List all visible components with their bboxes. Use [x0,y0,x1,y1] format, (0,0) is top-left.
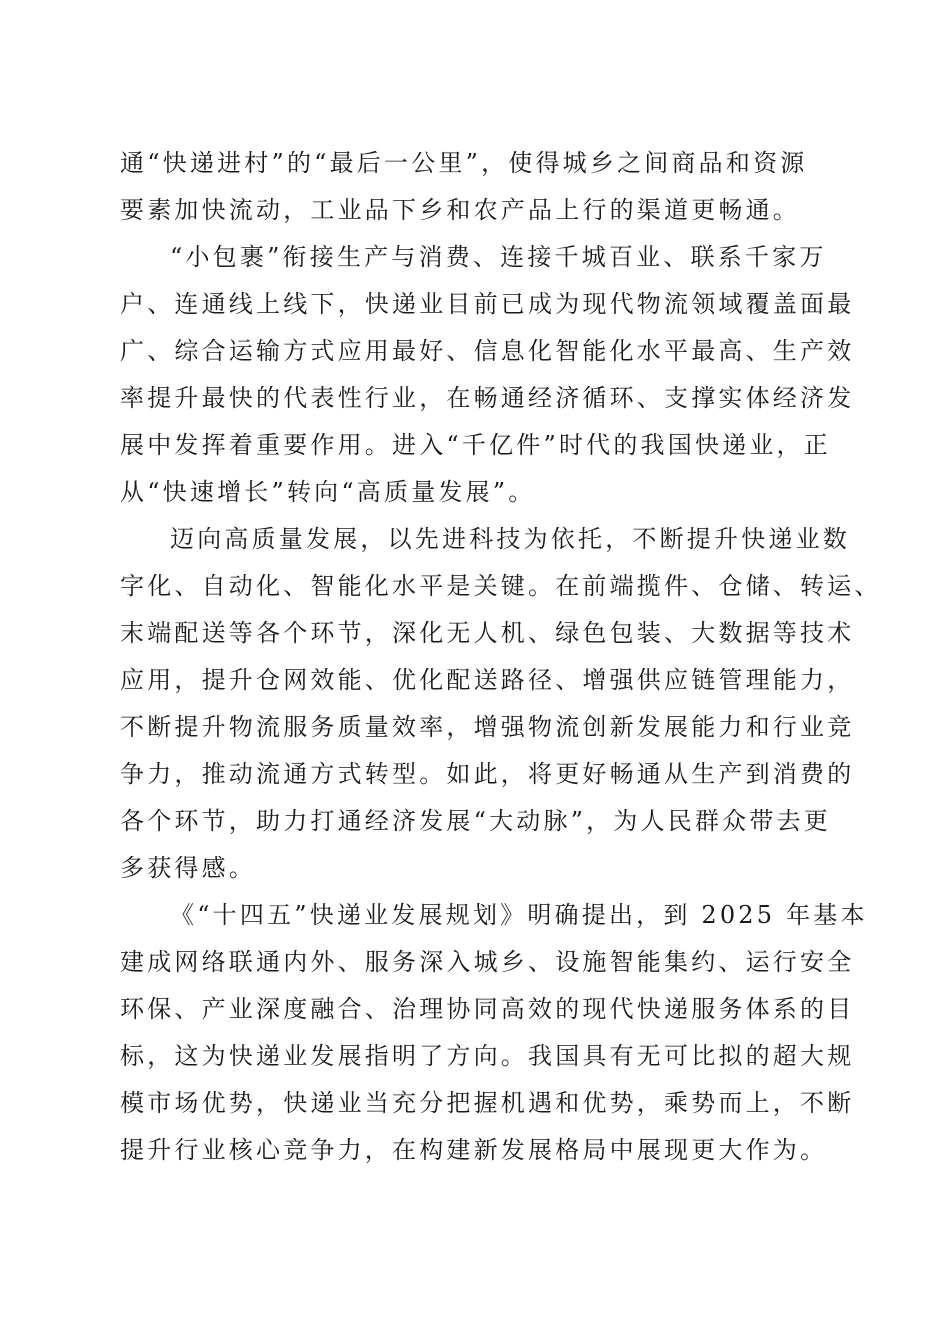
text-line: 多获得感。 [120,854,256,882]
text-line: 模市场优势，快递业当充分把握机遇和优势，乘势而上，不断 [120,1089,855,1117]
paragraph-3 [120,516,882,892]
text-line: 末端配送等各个环节，深化无人机、绿色包装、大数据等技术 [120,619,855,647]
text-line: 从“快速增长”转向“高质量发展”。 [120,478,536,506]
text-line: 《“十四五”快递业发展规划》明确提出，到 2025 年基本 [170,901,868,929]
text-line: 各个环节，助力打通经济发展“大动脉”，为人民群众带去更 [120,807,831,835]
paragraph-2 [120,234,855,516]
text-line: 户、连通线上线下，快递业目前已成为现代物流领域覆盖面最 [120,290,855,318]
text-line: 应用，提升仓网效能、优化配送路径、增强供应链管理能力， [120,666,855,694]
text-line: 不断提升物流服务质量效率，增强物流创新发展能力和行业竞 [120,713,855,741]
text-line: 通“快递进村”的“最后一公里”，使得城乡之间商品和资源 [120,149,808,177]
text-line: 争力，推动流通方式转型。如此，将更好畅通从生产到消费的 [120,760,855,788]
paragraph-1 [120,140,850,234]
text-line: 字化、自动化、智能化水平是关键。在前端揽件、仓储、转运、 [120,572,882,600]
text-line: 提升行业核心竞争力，在构建新发展格局中展现更大作为。 [120,1136,828,1164]
text-line: 展中发挥着重要作用。进入“千亿件”时代的我国快递业，正 [120,431,831,459]
text-line: 迈向高质量发展，以先进科技为依托，不断提升快递业数 [170,525,850,553]
paragraph-4 [120,892,868,1174]
text-line: 环保、产业深度融合、治理协同高效的现代快递服务体系的目 [120,995,855,1023]
text-line: 要素加快流动，工业品下乡和农产品上行的渠道更畅通。 [120,196,800,224]
text-line: 标，这为快递业发展指明了方向。我国具有无可比拟的超大规 [120,1042,855,1070]
text-line: “小包裹”衔接生产与消费、连接千城百业、联系千家万 [170,243,827,271]
text-line: 广、综合运输方式应用最好、信息化智能化水平最高、生产效 [120,337,855,365]
text-line: 率提升最快的代表性行业，在畅通经济循环、支撑实体经济发 [120,384,855,412]
text-line: 建成网络联通内外、服务深入城乡、设施智能集约、运行安全 [120,948,855,976]
article-body [120,140,882,1174]
